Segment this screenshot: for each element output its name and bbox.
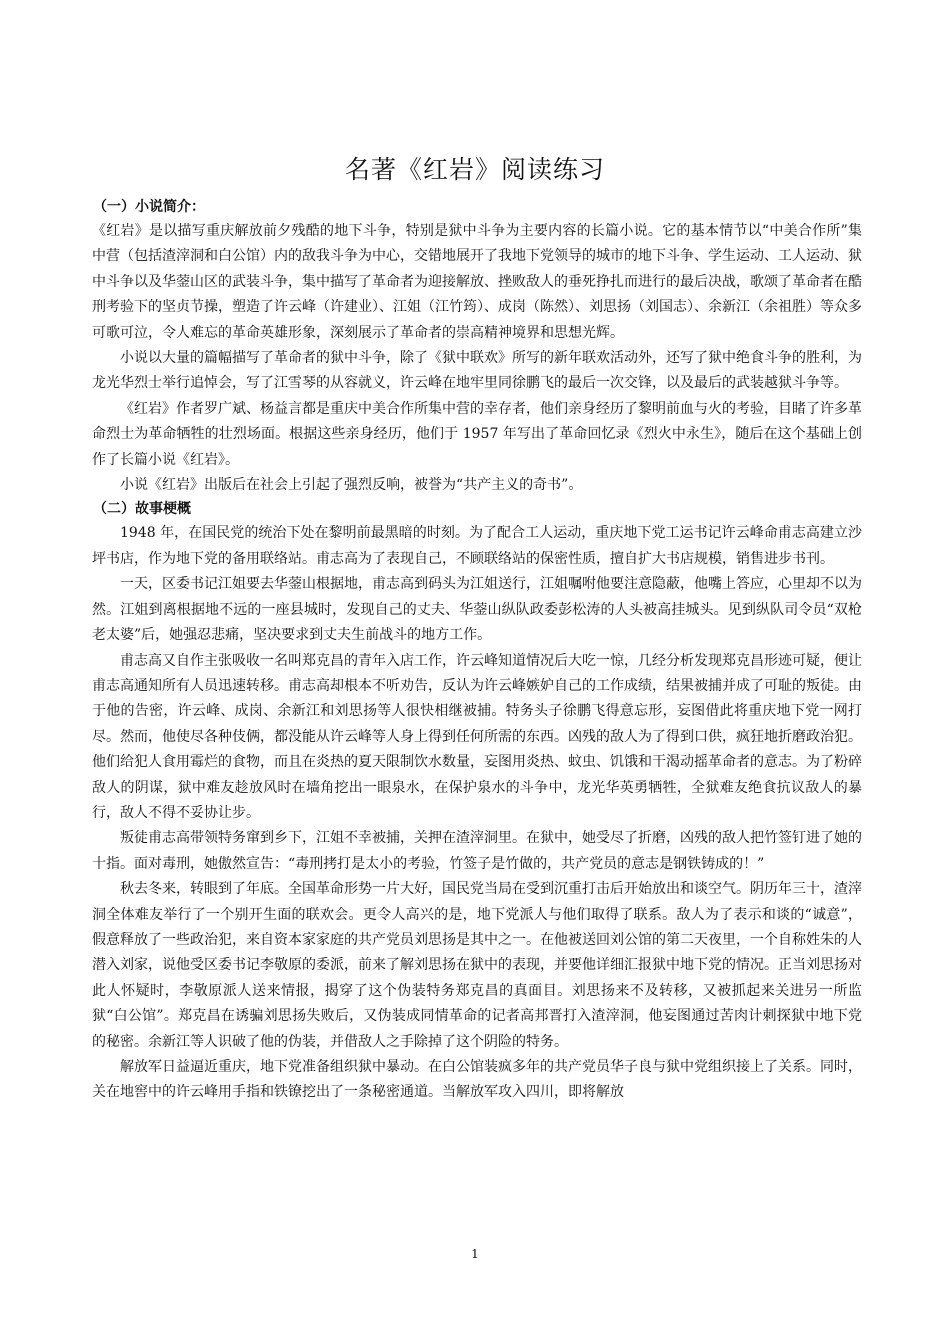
paragraph: 解放军日益逼近重庆，地下党准备组织狱中暴动。在白公馆装疯多年的共产党员华子良与狱中党组织接上了关系。同时，关在地窖中的许云峰用手指和铁镣挖出了一条秘密通道。当解放军攻入四川，即将解放 bbox=[92, 1059, 862, 1101]
paragraph: 《红岩》作者罗广斌、杨益言都是重庆中美合作所集中营的幸存者，他们亲身经历了黎明前血与火的考验，目睹了许多革命烈士为革命牺牲的壮烈场面。根据这些亲身经历，他们于 1957 年写出了革命回忆录《烈火中永生》，随后在这个基础上创作了长篇小说《红岩》。 bbox=[92, 400, 862, 468]
paragraph: 小说以大量的篇幅描写了革命者的狱中斗争，除了《狱中联欢》所写的新年联欢活动外，还写了狱中绝食斗争的胜利，为龙光华烈士举行追悼会，写了江雪琴的从容就义，许云峰在地牢里同徐鹏飞的最后一次交锋，以及最后的武装越狱斗争等。 bbox=[92, 350, 862, 392]
paragraph: 叛徒甫志高带领特务窜到乡下，江姐不幸被捕，关押在渣滓洞里。在狱中，她受尽了折磨，凶残的敌人把竹签钉进了她的十指。面对毒刑，她傲然宣告：“毒刑拷打是太小的考验，竹签子是竹做的，共产党员的意志是钢铁铸成的！” bbox=[92, 830, 862, 872]
paragraph: 1948 年，在国民党的统治下处在黎明前最黑暗的时刻。为了配合工人运动，重庆地下党工运书记许云峰命甫志高建立沙坪书店，作为地下党的备用联络站。甫志高为了表现自己，不顾联络站的保密性质，擅自扩大书店规模，销售进步书刊。 bbox=[92, 525, 862, 567]
document-body bbox=[92, 196, 862, 1106]
paragraph: 甫志高又自作主张吸收一名叫郑克昌的青年入店工作，许云峰知道情况后大吃一惊，几经分析发现郑克昌形迹可疑，便让甫志高通知所有人员迅速转移。甫志高却根本不听劝告，反认为许云峰嫉妒自己的工作成绩，结果被捕并成了可耻的叛徒。由于他的告密，许云峰、成岗、余新江和刘思扬等人很快相继被捕。特务头子徐鹏飞得意忘形，妄图借此将重庆地下党一网打尽。然而，他使尽各种伎俩，都没能从许云峰等人身上得到任何所需的东西。凶残的敌人为了得到口供，疯狂地折磨政治犯。他们给犯人食用霉烂的食物，而且在炎热的夏天限制饮水数量，妄图用炎热、蚊虫、饥饿和干渴动摇革命者的意志。为了粉碎敌人的阴谋，狱中难友趁放风时在墙角挖出一眼泉水，在保护泉水的斗争中，龙光华英勇牺牲，全狱难友绝食抗议敌人的暴行，敌人不得不妥协让步。 bbox=[92, 652, 862, 821]
section-synopsis bbox=[92, 498, 862, 1105]
page-title: 名著《红岩》阅读练习 bbox=[344, 155, 605, 184]
page-number: 1 bbox=[471, 1247, 479, 1261]
paragraph: 一天，区委书记江姐要去华蓥山根据地，甫志高到码头为江姐送行，江姐嘱咐他要注意隐蔽，他嘴上答应，心里却不以为然。江姐到离根据地不远的一座县城时，发现自己的丈夫、华蓥山纵队政委彭松涛的人头被高挂城头。见到纵队司令员“双枪老太婆”后，她强忍悲痛，坚决要求到丈夫生前战斗的地方工作。 bbox=[92, 576, 862, 644]
paragraph: 秋去冬来，转眼到了年底。全国革命形势一片大好，国民党当局在受到沉重打击后开始放出和谈空气。阴历年三十，渣滓洞全体难友举行了一个别开生面的联欢会。更令人高兴的是，地下党派人与他们取得了联系。敌人为了表示和谈的“诚意”，假意释放了一些政治犯，来自资本家家庭的共产党员刘思扬是其中之一。在他被送回刘公馆的第二天夜里，一个自称姓朱的人潜入刘家，说他受区委书记李敬原的委派，前来了解刘思扬在狱中的表现，并要他详细汇报狱中地下党的情况。正当刘思扬对此人怀疑时，李敬原派人送来情报，揭穿了这个伪装特务郑克昌的真面目。刘思扬来不及转移，又被抓起来关进另一所监狱“白公馆”。郑克昌在诱骗刘思扬失败后，又伪装成同情革命的记者高邦晋打入渣滓洞，他妄图通过苦肉计刺探狱中地下党的秘密。余新江等人识破了他的伪装，并借敌人之手除掉了这个阴险的特务。 bbox=[92, 881, 862, 1050]
paragraph: 小说《红岩》出版后在社会上引起了强烈反响，被誉为“共产主义的奇书”。 bbox=[120, 477, 583, 494]
section-heading: （二）故事梗概 bbox=[93, 501, 191, 518]
section-heading: （一）小说简介： bbox=[93, 199, 205, 215]
section-intro bbox=[92, 196, 862, 498]
paragraph: 《红岩》是以描写重庆解放前夕残酷的地下斗争，特别是狱中斗争为主要内容的长篇小说。它的基本情节以“中美合作所”集中营（包括渣滓洞和白公馆）内的敌我斗争为中心，交错地展开了我地下党领导的城市的地下斗争、学生运动、工人运动、狱中斗争以及华蓥山区的武装斗争，集中描写了革命者为迎接解放、挫败敌人的垂死挣扎而进行的最后决战，歌颂了革命者在酷刑考验下的坚贞节操，塑造了许云峰（许建业）、江姐（江竹筠）、成岗（陈然）、刘思扬（刘国志）、余新江（余祖胜）等众多可歌可泣，令人难忘的革命英雄形象，深刻展示了革命者的崇高精神境界和思想光辉。 bbox=[92, 223, 862, 341]
